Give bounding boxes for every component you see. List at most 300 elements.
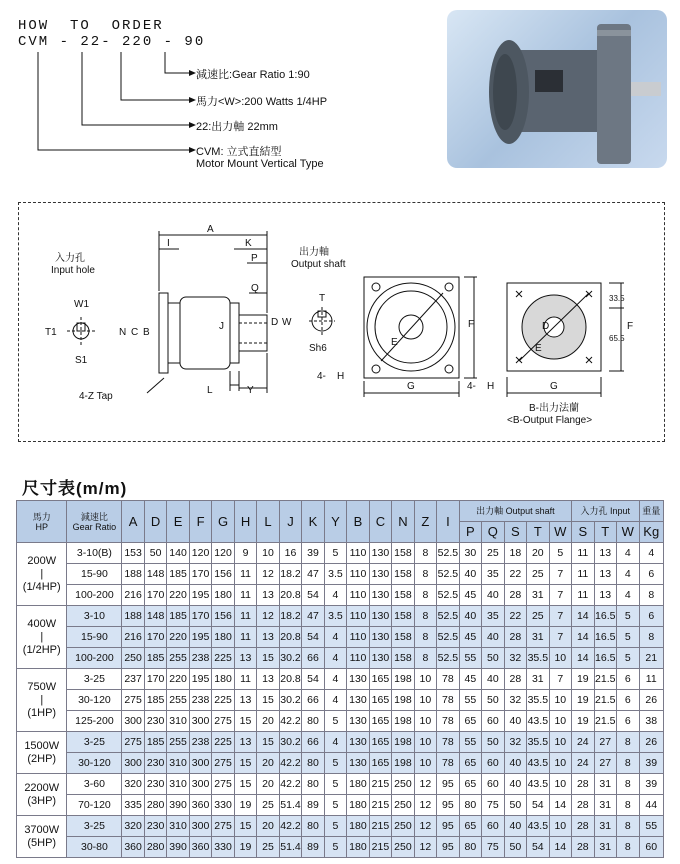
table-cell: 140 [167,543,189,564]
table-cell: 18.2 [279,606,301,627]
table-cell: 4 [324,669,346,690]
header-input: 入力孔 Input [572,501,639,522]
table-cell: 8 [414,627,436,648]
table-cell: 28 [572,774,594,795]
table-cell: 7 [549,585,571,606]
dimension-table-title: 尺寸表(m/m) [22,479,128,498]
table-cell: 360 [189,795,211,816]
table-cell: 110 [347,648,369,669]
table-cell: 180 [347,774,369,795]
table-cell: 180 [347,795,369,816]
table-cell: 40 [504,753,526,774]
label-f-flange: F [627,321,634,332]
table-cell: 10 [414,732,436,753]
table-cell: 158 [392,627,414,648]
table-cell: 120 [189,543,211,564]
table-cell: 5 [324,753,346,774]
hp-label-line: (5HP) [27,836,57,849]
table-cell: 153 [122,543,144,564]
table-cell: 80 [302,753,324,774]
gear-motor-image [447,10,667,168]
table-cell: 43.5 [527,753,549,774]
table-cell: 14 [572,627,594,648]
label-h-flange: H [487,381,495,392]
table-cell: 230 [144,711,166,732]
table-cell: 6 [639,564,664,585]
table-cell: 220 [167,669,189,690]
label-33-5: 33.5 [609,294,625,303]
table-cell: 216 [122,585,144,606]
table-cell: 55 [459,648,481,669]
table-cell: 18 [504,543,526,564]
hp-label-line: 200W [27,554,57,567]
table-cell: 180 [347,816,369,837]
table-cell: 13 [257,669,279,690]
header-col-g: G [212,501,234,543]
header-col-i: I [437,501,459,543]
table-cell: 14 [549,837,571,858]
table-row [17,774,664,795]
table-cell: 7 [549,669,571,690]
table-cell: 360 [189,837,211,858]
table-cell: 40 [504,774,526,795]
dimension-drawing [18,202,665,442]
table-cell: 19 [234,837,256,858]
hp-label-line: | [40,567,44,580]
table-cell: 27 [594,753,616,774]
table-cell: 195 [189,669,211,690]
table-cell: 250 [392,837,414,858]
table-cell: 60 [639,837,664,858]
table-cell: 255 [167,690,189,711]
label-n: N [119,327,127,338]
dimension-table [16,500,664,858]
table-cell: 10 [414,711,436,732]
table-cell: 170 [144,585,166,606]
table-row [17,816,664,837]
header-col-f: F [189,501,211,543]
table-cell: 4 [324,627,346,648]
table-cell: 4 [324,690,346,711]
table-cell: 5 [324,543,346,564]
table-cell: 19 [572,690,594,711]
table-cell: 275 [212,711,234,732]
table-cell: 52.5 [437,564,459,585]
header-col-a: A [122,501,144,543]
input-hole-label-en: Input hole [51,265,95,276]
table-cell: 4 [639,543,664,564]
table-cell: 28 [504,669,526,690]
table-cell: 11 [234,564,256,585]
table-cell: 80 [302,816,324,837]
table-cell: 21.5 [594,669,616,690]
table-cell: 215 [369,837,391,858]
label-g-flange: G [550,381,558,392]
table-row [17,564,664,585]
table-cell: 8 [617,732,639,753]
table-cell: 8 [617,795,639,816]
table-cell: 5 [324,816,346,837]
label-e-front: E [391,337,398,348]
table-cell: 60 [482,753,504,774]
table-cell: 165 [369,690,391,711]
table-cell: 195 [189,627,211,648]
table-cell: 24 [572,732,594,753]
label-65-5: 65.5 [609,334,625,343]
table-cell: 11 [639,669,664,690]
hp-label-line: (1/2HP) [22,643,61,656]
table-cell: 5 [324,837,346,858]
table-cell: 31 [594,837,616,858]
header-weight-unit: Kg [639,522,664,543]
table-cell: 55 [639,816,664,837]
table-cell: 310 [167,774,189,795]
header-col-y: Y [324,501,346,543]
table-cell: 25 [257,837,279,858]
table-cell: 15 [257,648,279,669]
table-cell: 40 [504,816,526,837]
table-row [17,732,664,753]
table-cell: 13 [234,732,256,753]
table-cell: 11 [572,543,594,564]
table-cell: 43.5 [527,711,549,732]
table-cell: 15 [234,816,256,837]
table-cell: 165 [369,732,391,753]
table-cell: 250 [392,795,414,816]
table-cell: 13 [594,564,616,585]
hp-label-line: 750W [27,680,57,693]
header-col-h: H [234,501,256,543]
table-cell: 165 [369,753,391,774]
table-cell: 24 [572,753,594,774]
table-cell: 237 [122,669,144,690]
table-cell: 8 [617,837,639,858]
table-cell: 13 [257,627,279,648]
table-cell: 65 [459,753,481,774]
table-cell: 180 [212,585,234,606]
table-cell: 110 [347,585,369,606]
table-cell: 60 [482,711,504,732]
table-cell: 43.5 [527,816,549,837]
table-cell: 300 [189,711,211,732]
table-cell: 330 [212,837,234,858]
table-cell: 130 [369,627,391,648]
hp-label-line: | [40,693,44,706]
table-cell: 21.5 [594,690,616,711]
table-cell: 65 [459,816,481,837]
table-cell: 35 [482,606,504,627]
table-cell: 198 [392,690,414,711]
table-cell: 95 [437,774,459,795]
table-cell: 8 [414,606,436,627]
table-cell: 130 [369,585,391,606]
label-i: I [167,238,170,249]
label-k: K [245,238,252,249]
table-cell: 15 [234,753,256,774]
header-weight: 重量 [639,501,664,522]
table-row [17,606,664,627]
gear-ratio-cell: 15-90 [67,627,122,648]
table-cell: 165 [369,711,391,732]
table-cell: 78 [437,711,459,732]
table-cell: 20 [257,816,279,837]
table-cell: 52.5 [437,648,459,669]
input-hole-label-cn: 入力孔 [55,253,85,264]
table-cell: 40 [482,585,504,606]
table-cell: 320 [122,774,144,795]
table-cell: 130 [369,606,391,627]
table-cell: 10 [414,669,436,690]
table-cell: 11 [572,564,594,585]
table-cell: 50 [144,543,166,564]
table-cell: 15 [257,690,279,711]
table-cell: 10 [257,543,279,564]
table-cell: 4 [617,585,639,606]
table-cell: 22 [504,606,526,627]
header-col-l: L [257,501,279,543]
table-cell: 60 [482,774,504,795]
label-h-front: H [337,371,345,382]
hp-group-label [17,669,67,732]
table-cell: 185 [144,648,166,669]
table-cell: 130 [347,753,369,774]
gear-ratio-cell: 3-10 [67,606,122,627]
table-cell: 225 [212,690,234,711]
table-cell: 130 [347,669,369,690]
table-cell: 10 [549,753,571,774]
table-cell: 180 [212,669,234,690]
table-cell: 170 [144,669,166,690]
label-b: B [143,327,150,338]
table-cell: 22 [504,564,526,585]
table-cell: 6 [617,711,639,732]
table-cell: 165 [369,669,391,690]
table-cell: 7 [549,564,571,585]
table-cell: 55 [459,732,481,753]
gear-ratio-cell: 100-200 [67,585,122,606]
table-cell: 12 [414,837,436,858]
legend-type-cn: CVM: 立式直結型 [196,146,282,158]
table-cell: 78 [437,753,459,774]
table-cell: 238 [189,690,211,711]
tap-label: 4-Z Tap [79,391,113,402]
table-row [17,753,664,774]
header-out-p: P [459,522,481,543]
table-cell: 11 [234,669,256,690]
table-cell: 40 [459,606,481,627]
table-cell: 220 [167,627,189,648]
table-cell: 95 [437,816,459,837]
hp-group-label [17,606,67,669]
table-cell: 275 [212,774,234,795]
table-cell: 13 [234,648,256,669]
table-cell: 6 [639,606,664,627]
table-cell: 15 [257,732,279,753]
table-cell: 4 [324,585,346,606]
gear-ratio-cell: 3-10(B) [67,543,122,564]
table-cell: 12 [414,795,436,816]
table-cell: 32 [504,648,526,669]
table-cell: 20.8 [279,585,301,606]
header-output-shaft: 出力軸 Output shaft [459,501,571,522]
hp-label-line: | [40,630,44,643]
table-cell: 39 [639,774,664,795]
table-cell: 54 [527,837,549,858]
table-cell: 66 [302,732,324,753]
table-cell: 45 [459,627,481,648]
table-cell: 16.5 [594,627,616,648]
table-row [17,543,664,564]
table-cell: 78 [437,669,459,690]
table-cell: 8 [639,585,664,606]
hp-label-line: (1HP) [27,706,57,719]
flange-label-en: <B-Output Flange> [507,415,593,426]
table-cell: 50 [504,795,526,816]
table-cell: 44 [639,795,664,816]
table-cell: 4 [617,564,639,585]
table-cell: 7 [549,627,571,648]
table-cell: 54 [302,627,324,648]
table-cell: 10 [549,690,571,711]
table-cell: 25 [482,543,504,564]
table-cell: 19 [234,795,256,816]
table-cell: 12 [257,564,279,585]
table-cell: 8 [414,564,436,585]
header-col-d: D [144,501,166,543]
table-cell: 65 [459,711,481,732]
table-cell: 54 [527,795,549,816]
table-cell: 225 [212,732,234,753]
table-cell: 300 [122,711,144,732]
table-cell: 7 [549,606,571,627]
table-cell: 25 [527,564,549,585]
table-cell: 95 [437,837,459,858]
header-hp-en: HP [35,521,48,532]
label-sh6: Sh6 [309,343,327,354]
table-cell: 255 [167,648,189,669]
table-cell: 3.5 [324,564,346,585]
table-cell: 5 [324,711,346,732]
table-row [17,669,664,690]
table-cell: 300 [189,774,211,795]
table-cell: 20 [527,543,549,564]
gear-ratio-cell: 3-25 [67,669,122,690]
table-cell: 8 [617,753,639,774]
table-cell: 35 [482,564,504,585]
table-cell: 275 [122,690,144,711]
header-col-n: N [392,501,414,543]
hp-group-label [17,816,67,858]
table-cell: 255 [167,732,189,753]
table-cell: 42.2 [279,774,301,795]
table-cell: 39 [639,753,664,774]
table-cell: 390 [167,837,189,858]
table-cell: 16 [279,543,301,564]
header-out-s: S [504,522,526,543]
table-cell: 14 [549,795,571,816]
table-cell: 215 [369,816,391,837]
table-cell: 180 [347,837,369,858]
table-row [17,690,664,711]
label-p: P [251,253,258,264]
gear-ratio-cell: 15-90 [67,564,122,585]
table-cell: 185 [144,732,166,753]
table-cell: 4 [324,648,346,669]
table-cell: 330 [212,795,234,816]
legend-horsepower: 馬力<W>:200 Watts 1/4HP [196,96,328,108]
table-cell: 198 [392,711,414,732]
table-cell: 238 [189,648,211,669]
table-cell: 28 [504,627,526,648]
gear-ratio-cell: 3-25 [67,816,122,837]
model-code: CVM - 22- 220 - 90 [18,34,206,50]
table-cell: 39 [302,543,324,564]
table-cell: 50 [482,690,504,711]
table-cell: 20.8 [279,627,301,648]
table-cell: 55 [459,690,481,711]
table-cell: 300 [122,753,144,774]
table-cell: 42.2 [279,816,301,837]
table-cell: 75 [482,837,504,858]
table-cell: 5 [324,795,346,816]
table-cell: 20 [257,753,279,774]
table-row [17,585,664,606]
table-cell: 11 [234,606,256,627]
table-cell: 19 [572,711,594,732]
table-cell: 20.8 [279,669,301,690]
table-cell: 54 [302,669,324,690]
table-cell: 310 [167,816,189,837]
table-cell: 50 [504,837,526,858]
table-cell: 6 [617,669,639,690]
table-cell: 95 [437,795,459,816]
table-cell: 8 [639,627,664,648]
table-cell: 195 [189,585,211,606]
table-cell: 185 [167,564,189,585]
table-cell: 30 [459,543,481,564]
label-d: D [271,317,279,328]
table-cell: 40 [459,564,481,585]
table-cell: 32 [504,690,526,711]
gear-ratio-cell: 3-60 [67,774,122,795]
table-cell: 35.5 [527,648,549,669]
legend-output-shaft: 22:出力軸 22mm [196,121,278,133]
legend-type-en: Motor Mount Vertical Type [196,158,324,170]
table-cell: 54 [302,585,324,606]
table-cell: 250 [122,648,144,669]
table-cell: 220 [167,585,189,606]
gear-ratio-cell: 30-120 [67,753,122,774]
table-row [17,711,664,732]
gear-ratio-cell: 70-120 [67,795,122,816]
table-cell: 50 [482,732,504,753]
table-cell: 230 [144,816,166,837]
table-cell: 5 [617,627,639,648]
table-cell: 10 [414,690,436,711]
table-row [17,795,664,816]
table-cell: 156 [212,564,234,585]
table-cell: 12 [257,606,279,627]
table-cell: 78 [437,690,459,711]
label-4h-flange: 4- [467,381,476,392]
header-hp [17,501,67,543]
table-cell: 13 [234,690,256,711]
header-ratio-en: Gear Ratio [72,521,117,532]
table-cell: 188 [122,564,144,585]
table-cell: 28 [572,816,594,837]
label-f-front: F [468,319,475,330]
hp-group-label [17,732,67,774]
